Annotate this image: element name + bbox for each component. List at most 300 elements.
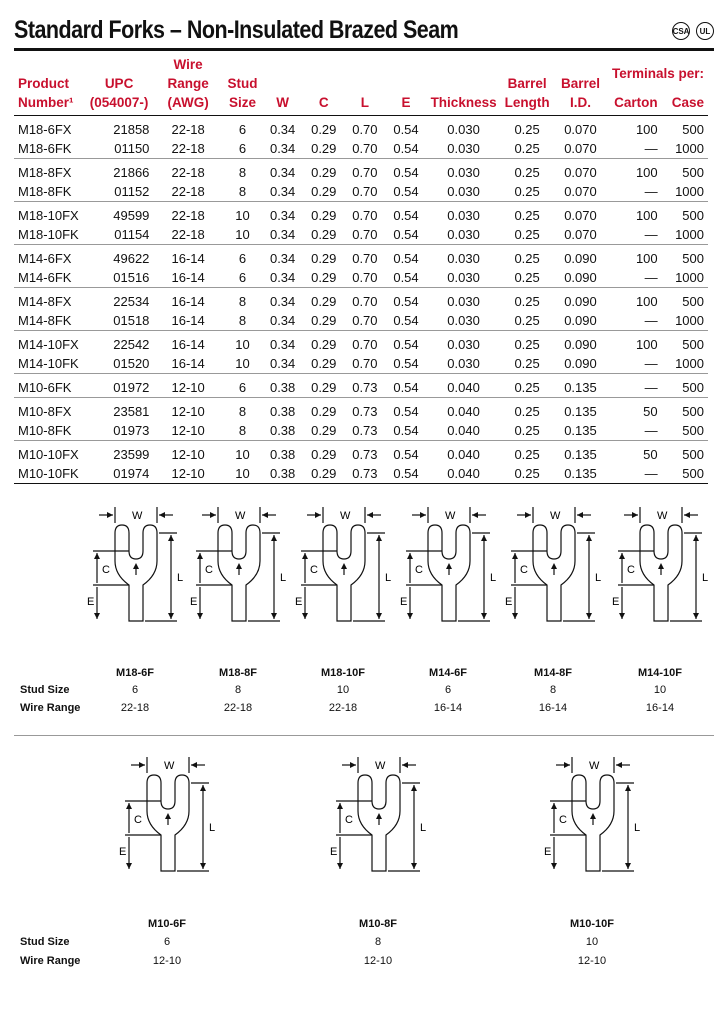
dim-label-l: L xyxy=(280,572,287,584)
cell-case-qty: 500 xyxy=(682,251,704,266)
cell-barrel-length: 0.25 xyxy=(514,447,540,462)
cell-carton-qty: — xyxy=(607,182,661,202)
cell-upc: 01974 xyxy=(85,464,154,484)
arrow-c-top xyxy=(126,803,132,809)
cell-thickness: 0.030 xyxy=(447,294,480,309)
table-row xyxy=(14,441,708,465)
cell-w: 0.34 xyxy=(262,311,303,331)
diagram-wire-range: 22-18 xyxy=(328,702,358,714)
diagram-name: M10-10F xyxy=(569,918,615,930)
arrow-center xyxy=(551,563,557,569)
cell-wire-range: 16-14 xyxy=(153,268,222,288)
cell-case-qty: 500 xyxy=(662,374,708,398)
arrow-c-top xyxy=(619,553,625,559)
spec-table-body xyxy=(14,116,708,484)
cell-w: 0.38 xyxy=(262,464,303,484)
cell-e: 0.54 xyxy=(393,122,419,137)
dim-label-w: W xyxy=(340,510,351,522)
cell-l: 0.70 xyxy=(352,294,378,309)
table-row xyxy=(14,354,708,374)
cell-thickness: 0.030 xyxy=(447,337,480,352)
header-upc: UPC (054007-) xyxy=(85,55,154,116)
cell-c: 0.29 xyxy=(303,311,344,331)
cell-w: 0.38 xyxy=(262,421,303,441)
ul-mark-icon: UL xyxy=(696,22,714,40)
dim-label-w: W xyxy=(589,760,600,772)
dim-label-w: W xyxy=(550,510,561,522)
cell-case-qty: 500 xyxy=(682,404,704,419)
dim-label-e: E xyxy=(119,846,127,858)
arrow-l-bottom xyxy=(693,613,699,619)
arrow-w-right xyxy=(472,512,478,518)
certification-marks xyxy=(672,22,714,40)
fork-diagram xyxy=(328,753,428,893)
cell-barrel-id: 0.090 xyxy=(554,354,608,374)
cell-e: 0.54 xyxy=(393,337,419,352)
cell-l: 0.70 xyxy=(352,251,378,266)
cell-l: 0.70 xyxy=(344,139,385,159)
cell-e: 0.54 xyxy=(385,374,426,398)
table-row xyxy=(14,311,708,331)
cell-product-number: M14-8FK xyxy=(14,311,85,331)
arrow-l-top xyxy=(168,535,174,541)
arrow-l-top xyxy=(693,535,699,541)
arrow-e-bottom xyxy=(126,863,132,869)
cell-thickness: 0.040 xyxy=(447,447,480,462)
arrow-w-left xyxy=(107,512,113,518)
cell-product-number: M18-10FX xyxy=(18,208,79,223)
cell-w: 0.34 xyxy=(262,354,303,374)
cell-product-number: M18-6FK xyxy=(14,139,85,159)
fork-terminal-drawing xyxy=(293,503,393,643)
cell-case-qty: 500 xyxy=(682,294,704,309)
spec-table xyxy=(14,55,708,484)
cell-case-qty: 500 xyxy=(682,208,704,223)
dim-label-c: C xyxy=(627,564,635,576)
cell-c: 0.29 xyxy=(311,208,337,223)
cell-product-number: M10-8FK xyxy=(14,421,85,441)
cell-w: 0.34 xyxy=(269,165,296,180)
header-thickness: Thickness xyxy=(427,55,501,116)
diagram-wire-range: 12-10 xyxy=(152,955,182,967)
cell-thickness: 0.030 xyxy=(447,208,480,223)
diagram-stud-size: 6 xyxy=(163,936,171,948)
cell-product-number: M10-8FX xyxy=(18,404,72,419)
fork-terminal-drawing xyxy=(610,503,710,643)
table-row xyxy=(14,374,708,398)
wire-range-label: Wire Range xyxy=(20,702,81,714)
cell-case-qty: 1000 xyxy=(662,182,708,202)
arrow-l-top xyxy=(625,785,631,791)
cell-barrel-length: 0.25 xyxy=(501,225,554,245)
fork-diagram xyxy=(85,503,185,643)
cell-thickness: 0.040 xyxy=(427,464,501,484)
fork-terminal-drawing xyxy=(542,753,642,893)
cell-c: 0.29 xyxy=(303,464,344,484)
dim-label-l: L xyxy=(490,572,497,584)
diagram-name: M18-6F xyxy=(116,667,154,679)
cell-case-qty: 1000 xyxy=(662,225,708,245)
arrow-l-bottom xyxy=(376,613,382,619)
cell-c: 0.29 xyxy=(303,354,344,374)
cell-upc: 23581 xyxy=(113,404,150,419)
cell-thickness: 0.030 xyxy=(447,122,480,137)
fork-diagram xyxy=(398,503,498,643)
cell-product-number: M18-8FK xyxy=(14,182,85,202)
dim-label-c: C xyxy=(102,564,110,576)
dim-label-c: C xyxy=(559,814,567,826)
arrow-center xyxy=(590,813,596,819)
cell-thickness: 0.030 xyxy=(427,268,501,288)
cell-w: 0.34 xyxy=(269,208,296,223)
cell-upc: 01152 xyxy=(85,182,154,202)
cell-wire-range: 16-14 xyxy=(171,251,205,266)
diagram-stud-size: 10 xyxy=(585,936,599,948)
arrow-l-bottom xyxy=(586,613,592,619)
cell-wire-range: 16-14 xyxy=(171,337,205,352)
cell-barrel-length: 0.25 xyxy=(514,337,540,352)
cell-l: 0.73 xyxy=(344,374,385,398)
cell-product-number: M10-10FX xyxy=(18,447,79,462)
cell-upc: 01520 xyxy=(85,354,154,374)
cell-stud-size: 10 xyxy=(223,464,262,484)
arrow-w-left xyxy=(525,512,531,518)
stud-size-label: Stud Size xyxy=(20,936,70,948)
arrow-w-right xyxy=(684,512,690,518)
fork-diagram xyxy=(117,753,217,893)
cell-barrel-id: 0.070 xyxy=(554,182,608,202)
arrow-center xyxy=(133,563,139,569)
header-barrel-id: Barrel I.D. xyxy=(554,55,608,116)
arrow-e-bottom xyxy=(512,613,518,619)
cell-l: 0.70 xyxy=(352,165,378,180)
cell-upc: 01150 xyxy=(85,139,154,159)
arrow-e-bottom xyxy=(551,863,557,869)
cell-carton-qty: — xyxy=(607,311,661,331)
arrow-w-right xyxy=(367,512,373,518)
dim-label-w: W xyxy=(132,510,143,522)
cell-carton-qty: — xyxy=(607,464,661,484)
cell-l: 0.70 xyxy=(352,337,378,352)
cell-e: 0.54 xyxy=(385,225,426,245)
arrow-e-bottom xyxy=(407,613,413,619)
cell-c: 0.29 xyxy=(311,165,337,180)
arrow-e-bottom xyxy=(94,613,100,619)
cell-e: 0.54 xyxy=(393,294,419,309)
arrow-w-left xyxy=(564,762,570,768)
table-row xyxy=(14,139,708,159)
cell-product-number: M14-10FK xyxy=(14,354,85,374)
dim-label-c: C xyxy=(205,564,213,576)
cell-stud-size: 8 xyxy=(223,311,262,331)
cell-barrel-id: 0.135 xyxy=(554,421,608,441)
cell-stud-size: 10 xyxy=(223,354,262,374)
cell-barrel-id: 0.070 xyxy=(554,139,608,159)
table-row xyxy=(14,398,708,422)
cell-l: 0.73 xyxy=(352,447,378,462)
cell-product-number: M14-8FX xyxy=(18,294,72,309)
diagram-wire-range: 16-14 xyxy=(645,702,675,714)
dim-label-e: E xyxy=(87,596,95,608)
cell-w: 0.34 xyxy=(269,122,296,137)
header-l: L xyxy=(344,55,385,116)
dim-label-l: L xyxy=(702,572,709,584)
cell-barrel-length: 0.25 xyxy=(501,374,554,398)
cell-carton-qty: 100 xyxy=(635,122,658,137)
cell-barrel-length: 0.25 xyxy=(514,294,540,309)
cell-barrel-id: 0.135 xyxy=(554,374,608,398)
dim-label-e: E xyxy=(400,596,408,608)
table-row xyxy=(14,225,708,245)
dim-label-e: E xyxy=(295,596,303,608)
cell-carton-qty: 100 xyxy=(635,294,658,309)
cell-barrel-length: 0.25 xyxy=(501,354,554,374)
arrow-c-top xyxy=(407,553,413,559)
arrow-w-right xyxy=(262,512,268,518)
arrow-l-bottom xyxy=(271,613,277,619)
diagram-name: M18-8F xyxy=(219,667,257,679)
cell-e: 0.54 xyxy=(393,251,419,266)
arrow-w-right xyxy=(577,512,583,518)
arrow-l-top xyxy=(200,785,206,791)
cell-w: 0.38 xyxy=(262,374,303,398)
title-rule xyxy=(14,48,714,51)
diagram-name: M10-6F xyxy=(148,918,186,930)
cell-wire-range: 22-18 xyxy=(171,122,205,137)
cell-upc: 01973 xyxy=(85,421,154,441)
cell-product-number: M18-8FX xyxy=(18,165,72,180)
cell-stud-size: 6 xyxy=(223,374,262,398)
cell-product-number: M10-10FK xyxy=(14,464,85,484)
cell-case-qty: 500 xyxy=(662,464,708,484)
cell-stud-size: 6 xyxy=(238,251,247,266)
arrow-c-top xyxy=(512,553,518,559)
csa-mark-icon: CSA xyxy=(672,22,690,40)
arrow-l-top xyxy=(376,535,382,541)
cell-upc: 01154 xyxy=(85,225,154,245)
diagram-wire-range: 22-18 xyxy=(223,702,253,714)
cell-wire-range: 12-10 xyxy=(153,464,222,484)
header-stud-size: Stud Size xyxy=(223,55,262,116)
cell-stud-size: 6 xyxy=(223,268,262,288)
arrow-e-bottom xyxy=(197,613,203,619)
cell-c: 0.29 xyxy=(303,182,344,202)
cell-thickness: 0.030 xyxy=(447,165,480,180)
arrow-c-top xyxy=(197,553,203,559)
cell-stud-size: 8 xyxy=(238,404,247,419)
cell-thickness: 0.040 xyxy=(447,404,480,419)
cell-barrel-id: 0.090 xyxy=(554,268,608,288)
arrow-e-bottom xyxy=(302,613,308,619)
diagram-wire-range: 16-14 xyxy=(433,702,463,714)
cell-product-number: M18-10FK xyxy=(14,225,85,245)
table-row xyxy=(14,202,708,226)
cell-carton-qty: 100 xyxy=(635,165,658,180)
dim-label-e: E xyxy=(330,846,338,858)
cell-thickness: 0.030 xyxy=(447,251,480,266)
fork-diagram xyxy=(542,753,642,893)
dim-label-e: E xyxy=(544,846,552,858)
fork-terminal-drawing xyxy=(188,503,288,643)
cell-upc: 22542 xyxy=(113,337,150,352)
arrow-e-bottom xyxy=(337,863,343,869)
cell-e: 0.54 xyxy=(393,165,419,180)
cell-product-number: M14-6FX xyxy=(18,251,72,266)
cell-c: 0.29 xyxy=(311,251,337,266)
cell-l: 0.73 xyxy=(344,464,385,484)
cell-barrel-length: 0.25 xyxy=(514,208,540,223)
cell-w: 0.34 xyxy=(262,182,303,202)
cell-barrel-length: 0.25 xyxy=(501,139,554,159)
cell-e: 0.54 xyxy=(385,182,426,202)
dim-label-w: W xyxy=(235,510,246,522)
dim-label-w: W xyxy=(375,760,386,772)
table-row xyxy=(14,331,708,355)
cell-wire-range: 12-10 xyxy=(171,404,205,419)
cell-barrel-id: 0.135 xyxy=(564,447,597,462)
arrow-w-right xyxy=(159,512,165,518)
cell-c: 0.29 xyxy=(311,337,337,352)
diagram-wire-range: 22-18 xyxy=(120,702,150,714)
cell-wire-range: 16-14 xyxy=(153,311,222,331)
diagram-wire-range: 16-14 xyxy=(538,702,568,714)
cell-stud-size: 6 xyxy=(223,139,262,159)
cell-barrel-length: 0.25 xyxy=(501,311,554,331)
arrow-w-left xyxy=(632,512,638,518)
cell-carton-qty: 50 xyxy=(643,447,658,462)
diagram-stud-size: 8 xyxy=(234,684,242,696)
arrow-c-top xyxy=(302,553,308,559)
cell-barrel-id: 0.135 xyxy=(554,464,608,484)
cell-l: 0.70 xyxy=(344,311,385,331)
cell-stud-size: 10 xyxy=(235,337,250,352)
cell-l: 0.70 xyxy=(344,182,385,202)
cell-upc: 21866 xyxy=(113,165,150,180)
header-terminals-per: Terminals per: xyxy=(611,65,704,81)
cell-case-qty: 1000 xyxy=(662,311,708,331)
arrow-l-bottom xyxy=(411,863,417,869)
arrow-w-right xyxy=(191,762,197,768)
cell-barrel-id: 0.070 xyxy=(564,122,597,137)
cell-upc: 01972 xyxy=(85,374,154,398)
cell-upc: 23599 xyxy=(113,447,150,462)
dim-label-e: E xyxy=(190,596,198,608)
fork-diagram xyxy=(503,503,603,643)
header-product: Product Number¹ xyxy=(14,55,85,116)
cell-e: 0.54 xyxy=(385,464,426,484)
table-row xyxy=(14,159,708,183)
fork-diagram xyxy=(610,503,710,643)
stud-size-label: Stud Size xyxy=(20,684,70,696)
cell-stud-size: 8 xyxy=(238,165,247,180)
cell-carton-qty: 100 xyxy=(635,337,658,352)
diagram-name: M18-10F xyxy=(320,667,366,679)
arrow-l-top xyxy=(411,785,417,791)
cell-c: 0.29 xyxy=(311,294,337,309)
cell-barrel-length: 0.25 xyxy=(514,165,540,180)
cell-case-qty: 500 xyxy=(682,122,704,137)
dim-label-l: L xyxy=(634,822,641,834)
diagram-wire-range: 12-10 xyxy=(363,955,393,967)
cell-case-qty: 500 xyxy=(682,165,704,180)
cell-case-qty: 500 xyxy=(682,447,704,462)
cell-thickness: 0.040 xyxy=(427,421,501,441)
arrow-w-left xyxy=(350,762,356,768)
cell-barrel-length: 0.25 xyxy=(501,464,554,484)
arrow-center xyxy=(446,563,452,569)
table-row xyxy=(14,116,708,140)
cell-case-qty: 1000 xyxy=(662,268,708,288)
cell-carton-qty: — xyxy=(607,268,661,288)
arrow-w-right xyxy=(402,762,408,768)
dim-label-e: E xyxy=(505,596,513,608)
diagram-stud-size: 10 xyxy=(653,684,667,696)
cell-c: 0.29 xyxy=(311,447,337,462)
arrow-l-top xyxy=(481,535,487,541)
cell-stud-size: 10 xyxy=(235,208,250,223)
arrow-l-bottom xyxy=(168,613,174,619)
cell-stud-size: 10 xyxy=(223,225,262,245)
cell-w: 0.34 xyxy=(262,225,303,245)
cell-upc: 01518 xyxy=(85,311,154,331)
cell-e: 0.54 xyxy=(385,139,426,159)
cell-c: 0.29 xyxy=(311,404,337,419)
arrow-w-left xyxy=(315,512,321,518)
cell-w: 0.38 xyxy=(269,447,296,462)
cell-product-number: M14-6FK xyxy=(14,268,85,288)
cell-barrel-length: 0.25 xyxy=(501,421,554,441)
cell-l: 0.70 xyxy=(344,225,385,245)
cell-product-number: M14-10FX xyxy=(18,337,79,352)
cell-wire-range: 22-18 xyxy=(171,165,205,180)
cell-e: 0.54 xyxy=(385,421,426,441)
cell-upc: 49622 xyxy=(113,251,150,266)
fork-terminal-drawing xyxy=(503,503,603,643)
diagram-stud-size: 6 xyxy=(131,684,139,696)
header-e: E xyxy=(385,55,426,116)
table-row xyxy=(14,182,708,202)
cell-l: 0.70 xyxy=(344,268,385,288)
arrow-w-right xyxy=(616,762,622,768)
dim-label-l: L xyxy=(177,572,184,584)
cell-wire-range: 16-14 xyxy=(171,294,205,309)
cell-thickness: 0.030 xyxy=(427,225,501,245)
diagram-wire-range: 12-10 xyxy=(577,955,607,967)
page-title: Standard Forks – Non-Insulated Brazed Seam xyxy=(14,16,459,44)
dim-label-l: L xyxy=(385,572,392,584)
cell-c: 0.29 xyxy=(303,421,344,441)
dim-label-c: C xyxy=(134,814,142,826)
cell-w: 0.34 xyxy=(262,139,303,159)
cell-case-qty: 500 xyxy=(682,337,704,352)
arrow-l-top xyxy=(586,535,592,541)
table-row xyxy=(14,288,708,312)
cell-upc: 49599 xyxy=(113,208,150,223)
fork-terminal-drawing xyxy=(85,503,185,643)
cell-l: 0.70 xyxy=(352,208,378,223)
cell-c: 0.29 xyxy=(303,374,344,398)
cell-c: 0.29 xyxy=(303,139,344,159)
dim-label-c: C xyxy=(415,564,423,576)
cell-c: 0.29 xyxy=(311,122,337,137)
cell-barrel-length: 0.25 xyxy=(501,268,554,288)
cell-barrel-id: 0.070 xyxy=(554,225,608,245)
fork-terminal-drawing xyxy=(328,753,428,893)
cell-e: 0.54 xyxy=(385,354,426,374)
diagram-name: M14-8F xyxy=(534,667,572,679)
header-wire-range: Wire Range (AWG) xyxy=(153,55,222,116)
cell-thickness: 0.030 xyxy=(427,354,501,374)
